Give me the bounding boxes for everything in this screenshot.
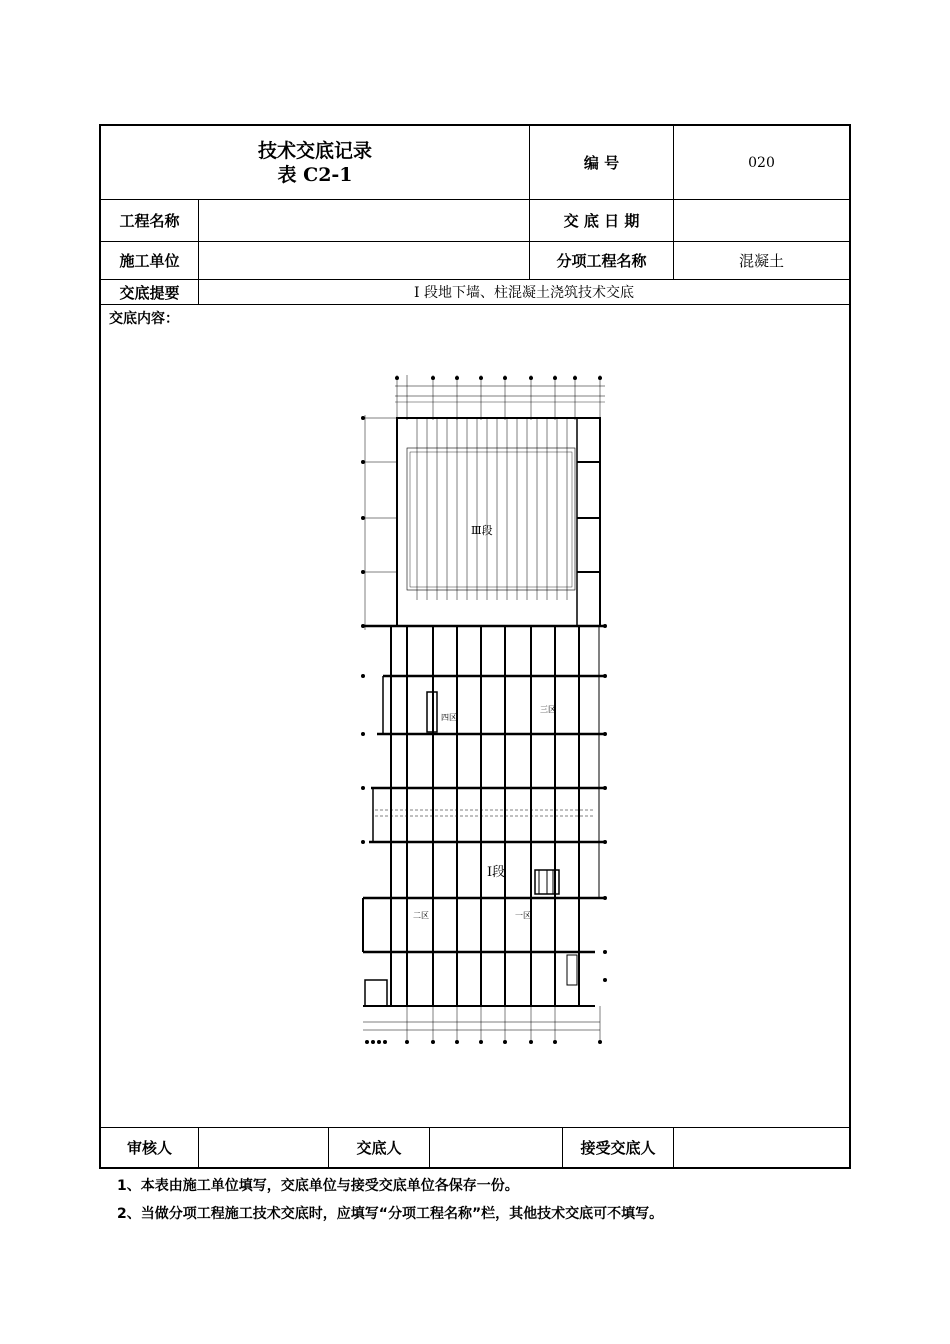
- contractor-field[interactable]: [199, 242, 529, 279]
- form-title-line1: 技术交底记录: [257, 139, 372, 162]
- reviewer-field[interactable]: [199, 1128, 328, 1167]
- note-2: 2、当做分项工程施工技术交底时，应填写“分项工程名称”栏，其他技术交底可不填写。: [117, 1206, 664, 1222]
- subproject-value[interactable]: 混凝土: [738, 252, 784, 270]
- receiver-field[interactable]: [674, 1128, 849, 1167]
- subproject-label: 分项工程名称: [556, 252, 647, 270]
- zone-label-2: 二区: [413, 911, 429, 920]
- project-name-field[interactable]: [199, 200, 529, 241]
- date-label: 交 底 日 期: [563, 212, 640, 230]
- project-name-label: 工程名称: [119, 212, 180, 230]
- number-label: 编 号: [583, 154, 620, 172]
- zone-label-i: Ⅰ段: [487, 865, 506, 880]
- floor-plan-drawing: [355, 370, 610, 1050]
- form-title: [101, 126, 529, 199]
- row-divider: [101, 304, 849, 305]
- zone-label-iii: Ⅲ段: [471, 524, 493, 537]
- summary-label: 交底提要: [119, 283, 180, 302]
- date-field[interactable]: [674, 200, 849, 241]
- note-1: 1、本表由施工单位填写，交底单位与接受交底单位各保存一份。: [117, 1178, 519, 1194]
- contractor-label: 施工单位: [119, 252, 180, 270]
- receiver-label: 接受交底人: [580, 1139, 656, 1157]
- number-value: 020: [748, 154, 775, 171]
- reviewer-label: 审核人: [126, 1139, 172, 1157]
- form-notes: [117, 1172, 663, 1228]
- discloser-field[interactable]: [430, 1128, 562, 1167]
- discloser-label: 交底人: [356, 1139, 402, 1157]
- form-title-line2: 表 C2-1: [277, 163, 353, 186]
- zone-label-4: 四区: [441, 713, 457, 722]
- zone-label-3: 三区: [540, 705, 556, 714]
- content-label: 交底内容：: [109, 311, 179, 327]
- zone-label-1: 一区: [515, 911, 531, 920]
- summary-value[interactable]: Ⅰ 段地下墙、柱混凝土浇筑技术交底: [414, 285, 634, 301]
